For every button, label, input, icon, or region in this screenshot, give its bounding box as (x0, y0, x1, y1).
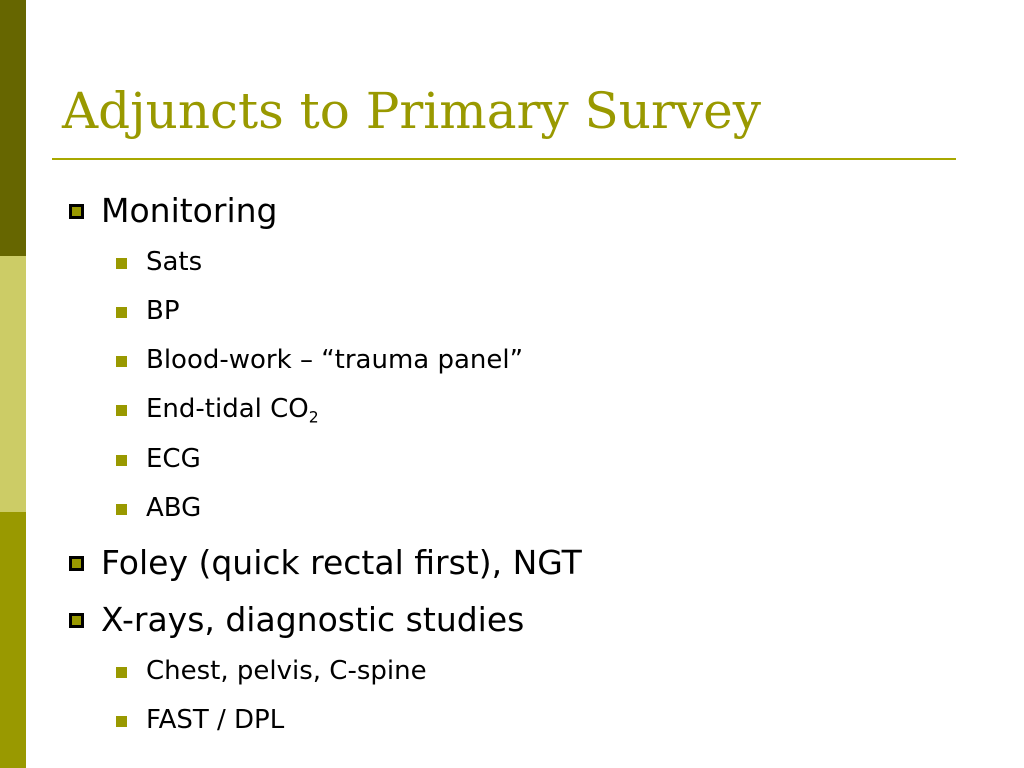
sub-bullet-text: Sats (146, 247, 203, 277)
square-bullet-icon (116, 504, 127, 515)
sidebar-band-top (0, 0, 26, 256)
sidebar-band-bottom (0, 512, 26, 768)
bullet-text: Monitoring (101, 191, 278, 230)
square-bullet-icon (116, 307, 127, 318)
bullet-text: Foley (quick rectal first), NGT (101, 543, 582, 582)
sub-bullet-text: ABG (146, 493, 202, 523)
square-bullet-icon (116, 405, 127, 416)
sub-bullet-text: BP (146, 296, 180, 326)
square-bullet-icon (116, 667, 127, 678)
square-bullet-icon (116, 455, 127, 466)
title-underline (52, 158, 956, 160)
square-bullet-icon (116, 716, 127, 727)
hollow-square-bullet-icon (69, 204, 84, 219)
bullet-text: X-rays, diagnostic studies (101, 600, 525, 639)
co2-subscript: 2 (308, 408, 319, 427)
square-bullet-icon (116, 356, 127, 367)
sub-bullet-text: Chest, pelvis, C-spine (146, 656, 427, 686)
slide-title: Adjuncts to Primary Survey (62, 82, 761, 140)
hollow-square-bullet-icon (69, 613, 84, 628)
sub-bullet-text: ECG (146, 444, 201, 474)
square-bullet-icon (116, 258, 127, 269)
sidebar-band-middle (0, 256, 26, 512)
sub-bullet-text (146, 394, 319, 427)
sub-bullet-text: FAST / DPL (146, 705, 285, 735)
sub-bullet-text: Blood-work – “trauma panel” (146, 345, 524, 375)
hollow-square-bullet-icon (69, 556, 84, 571)
co2-label: End-tidal CO (146, 394, 309, 424)
